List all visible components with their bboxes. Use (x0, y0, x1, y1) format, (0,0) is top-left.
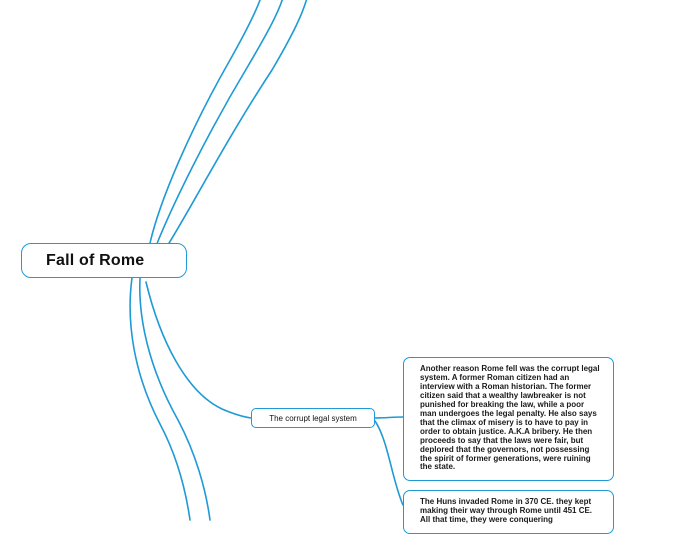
node-root-label: Fall of Rome (46, 251, 145, 269)
edge-root-down-2 (130, 278, 190, 520)
node-leaf-corrupt-legal-system-detail[interactable] (403, 357, 614, 481)
node-branch-label: The corrupt legal system (269, 413, 357, 423)
edge-root-down-1 (140, 278, 210, 520)
edge-root-up-3 (166, 0, 308, 248)
edge-root-to-branch (146, 282, 251, 418)
node-leaf-text: Another reason Rome fell was the corrupt legal system. A former Roman citizen had an interview with a Roman historian. The former citizen said that a wealthy lawbreaker is not punished for breaking the law, while a poor man undergoes the legal penalty. He also says that the climax of misery is to have to pay in order to obtain justice. A.K.A bribery. He then proceeds to say that the laws were fair, but deplored that the governors, not possessing the spirit of former generations, were ruining the state. (420, 364, 600, 472)
node-leaf-text: The Huns invaded Rome in 370 CE. they kept making their way through Rome until 451 CE. All that time, they were conquering (420, 497, 593, 524)
edge-root-up-2 (156, 0, 284, 246)
edge-root-up-1 (150, 0, 262, 243)
node-branch-corrupt-legal-system[interactable] (251, 408, 375, 428)
edge-branch-to-leaf-2 (375, 421, 403, 505)
edge-branch-to-leaf-1 (375, 417, 403, 418)
node-leaf-huns-invasion-detail[interactable] (403, 490, 614, 534)
node-root[interactable] (21, 243, 187, 278)
